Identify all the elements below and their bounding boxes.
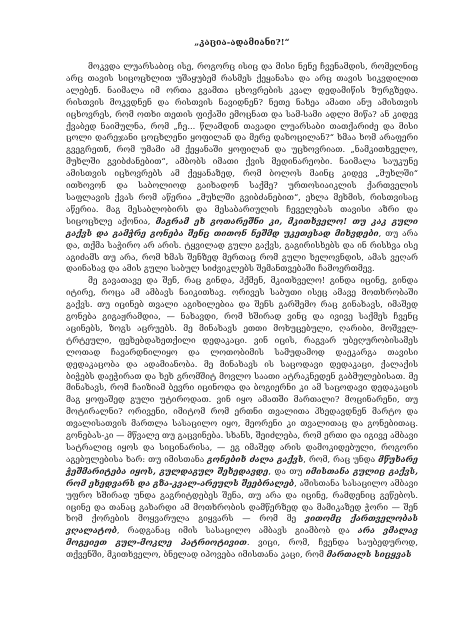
page-title: „კაცია-ადამიანი?!“ xyxy=(194,38,290,48)
document-body xyxy=(66,61,418,561)
paragraph-text: , თუ არა და, თქმა საჭირო არ არის. ტყვილად გული გაქვს, გაგირისხებს და ინ რისხვა ისე აგიძამს თუ არა, რომ ხმას შენზედ მერთაც რომ გული ხელოვნდის, ამას ვეღარ დაინახავ და ამის გული საბულ სიძვიკლებს შემანთვებაში ჩამოერთმევ. xyxy=(66,227,418,274)
paragraph-text: , აშისთანა სასაცილო ამბავი უფრო ხშირად უნდა გაგრიტდებეს შენა, თუ არა და იცინე, რამდენიც გეწებოს. იცინე და თანაც გახარდი ამ მოთხრობის დამწერზედ და მამიკაზედ ჭორი — შენ ხომ ქორების მოყვარულა გიყვარს — რომ მე xyxy=(66,477,419,524)
emphasized-text: მაგრამ ეხ გოთარეშნი კი, მკითხველო! თუ კაკ გული გაქვს და გამჭრე გონება შენც თითონ ნეშმდ უკეთესად მიხვდები xyxy=(66,215,418,238)
paragraph-text: , და თუ xyxy=(268,465,306,476)
emphasized-text: მწუხარე ჭეშმარიტება იყოს, გულდაგულ შეხედავდე xyxy=(66,453,419,476)
emphasized-text: არა ვმალავ მოგეიეთ გულ-მოკლე პატრიოტივით xyxy=(66,525,419,548)
body-paragraph xyxy=(66,275,418,561)
emphasized-text: იმისთანა გულიც გაქვს, რომ ეხედვარს და გზა-კვალ-არეულს შეებრალებ xyxy=(66,465,419,488)
emphasized-text: ვითომც ქართველობას ვღალატობ xyxy=(66,513,418,536)
paragraph-text: , რომ, რაც უნდა xyxy=(303,453,379,464)
paragraph-text: , რადგანაც იმის სასაცილო ამბავს გიამბობ და xyxy=(116,525,358,536)
paragraph-text: მე გავათავე და შენ, რაც გინდა, ჰქმენ, მკითხველო! გინდა იცინე, გინდა იტირე, როცა ამ ამბავს ნაიკითხავ. ორივეს საბუთი ისეც ამავე მოთხრობაში გაქვს. თუ იცინებ თვალი აგიხილებია და შენს გარშემო რაც გინახავს, იმაშედ გონება გიგაჟრამდია, — ნახავდი, რომ ხშირად ვინც და ივივე საქმეს ჩვენც აცინებს, ზოგს აცრუებს. მე მინახავს ეთთი მოხუცებული, ღარიბი, მოშველ-ტრტეული, ფეხებდახეთქილი დედაკაცი. ვინ იცის, რაგვარ უბეღურობისამეს ლოთად ჩავარდნილიყო და ლოთობიმის სამუდამოდ დაეკარგა თავისი დედაკაცობა და ადამიანობა. მე მინახავს ის საცოდავი დედაკაცი, ქალაქის ბიჭებს დაეჭირათ და ხეხ გრომშიტ მოვლო საათი ატრაკნედენ გაბმულებისათ. მე მინახავს, რომ ჩაიზიამ ბევრი იცინოდა და ბოგიერნი კი ამ საცოდავი დედაკაცის მაგ ყოფაშედ გული უტიროდათ. ვინ იყო ამათში მართალი? მოცინარენი, თუ მოტირალნი? ორივენი, იმიტომ რომ ერთნი თვალითა ჰხედავდნენ მარტო და თვალისათვის მართლა სასაცილო იყო, მეორენი კი თვალითაც და გონებითაც. გონებას-კი — მწვალე თუ გაცვინება. სხანს, შეიძლება, რომ ერთი და იგივე ამბავი სატრალიც იყოს და სიცინარისა, — ეგ იმაშედ არის დამოკიდებული, როგორი აგებულებისა ხარ: თუ იმისთანა xyxy=(66,275,418,464)
body-paragraph xyxy=(66,61,418,275)
emphasized-text: მართალს სიცყვას xyxy=(326,549,412,560)
paragraph-text: მოკვდა ლუარსაბიც ისე, როგორც ისიც და მისი ნენე ჩვენამდის, რომელნიც არც თავის სიცოცხლით უშაყუბემ რასმეს ქეყანასა და არც თავის სიკვდილით ალებენ. ნაიმალა იმ ორთა გვამთა ცხოვრების კვალ დედამიწის ზურგზედა. რისთვის მოკვდნენ და რისთვის ნავიდნენ? ნეთე ნახეა ამათი ანუ ამისთვის იცხოვრეს, რომ ოთხი თეთის ფიქაში ემოცნათ და სამ-სამი ადლი მიწა? ან კიდევ ქვაბედ ნაიმულნა, რომ „ჩე... წლამდინ თავადი ლუარსაბი თათქარიძე და მისი ცოლი დარეჯანი ცოცხლენი ყოფილან და მერე დახოცილან?“ ხმაა ხომ არაფერი გვეგრეთნ, რომ უმამი ამ ქეყანაში ყოფილან და უცხოვრიათ. „ნამკითხველო, მუხლში გვიბძანებით“, ამბობს იმათი ქვის მედინარეობი. ნაიმალა საუკუნე ამისთვის იცხოვრებს ამ ქეყანაზედ, რომ ბოლოს მაინც კიდევ „მუხლში“ ითხოვონ და საბოლიოდ გაიხადონ საქმე? ურთოსიაიკლის ქართველის საფლავის ქვას რომ აწერია „მუხლში გვიბძანებით“, ეხლა მეხმის, რისთვისაც აწერია. მაგ მესაბლობირს და მესაბარიულის ჩეველებას თავისი აზრი და სიცოცხლე აქონია, xyxy=(66,61,418,226)
paragraph-text: . ვიცი, რომ, ჩვენდა საუბედუროდ, თქვენში, მკითხველო, ბნელად იპოვება იმისთანა კაცი, რომ xyxy=(66,537,418,560)
emphasized-text: გონებიხ ძალა გაქვს xyxy=(207,453,304,464)
